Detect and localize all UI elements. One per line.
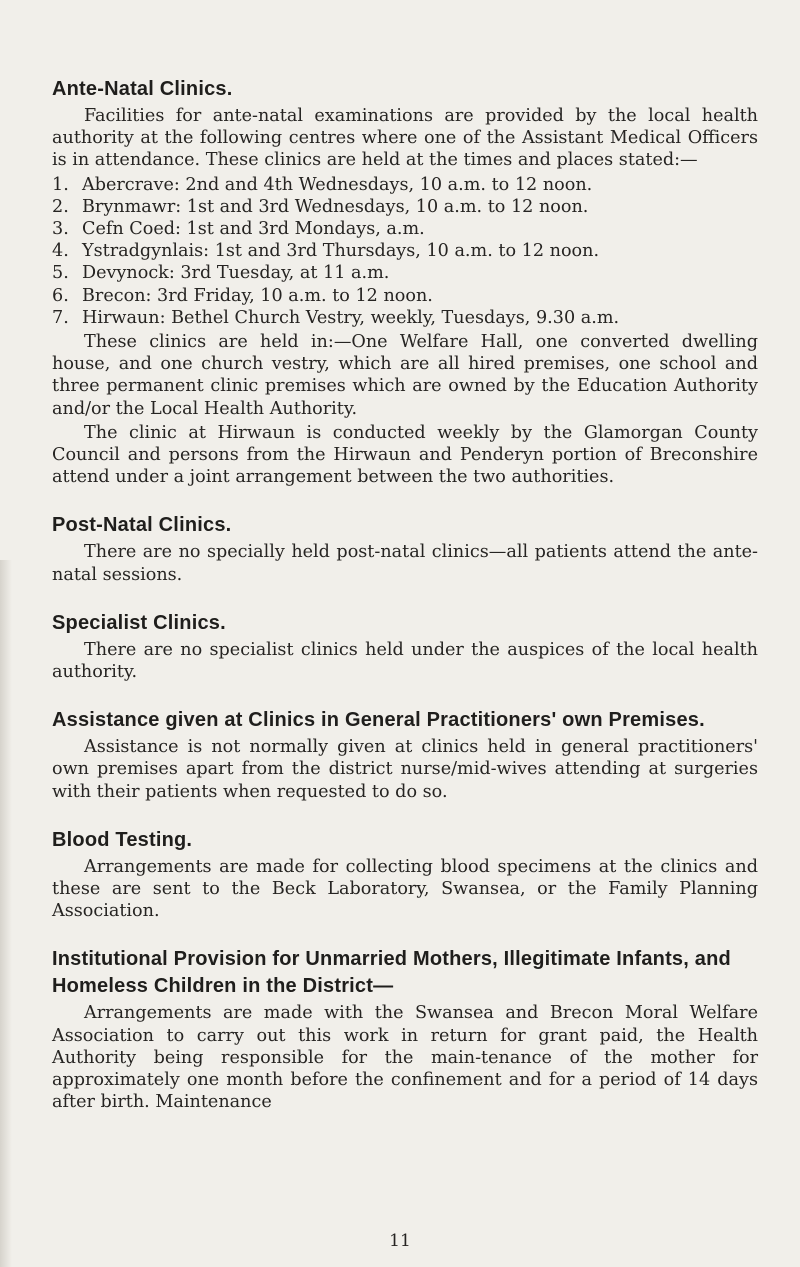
ante-natal-heading: Ante-Natal Clinics. — [52, 78, 233, 100]
blood-testing-heading: Blood Testing. — [52, 828, 193, 851]
clinic-list — [52, 174, 758, 329]
gp-premises-body: Assistance is not normally given at clinics held in general practitioners' own premises apart from the district nurse/mid-wives attending at surgeries with their patients when requested to do so. — [52, 737, 758, 802]
hirwaun-paragraph: The clinic at Hirwaun is conducted weekly by the Glamorgan County Council and persons from the Hirwaun and Penderyn portion of Breconshire attend under a joint arrangement between the two authorities. — [52, 422, 758, 488]
post-natal-heading: Post-Natal Clinics. — [52, 514, 232, 537]
blood-testing-body: Arrangements are made for collecting blood specimens at the clinics and these are sent to the Beck Laboratory, Swansea, or the Family Planning Association. — [52, 856, 758, 922]
clinic-item: 4. Ystradgynlais: 1st and 3rd Thursdays, 10 a.m. to 12 noon. — [52, 241, 600, 262]
clinic-item: 5. Devynock: 3rd Tuesday, at 11 a.m. — [52, 263, 390, 284]
post-natal-body: There are no specially held post-natal clinics—all patients attend the ante-natal sessions. — [52, 542, 758, 585]
clinic-item: 6. Brecon: 3rd Friday, 10 a.m. to 12 noon. — [52, 285, 433, 306]
text-column — [52, 76, 758, 1114]
clinic-item: 1. Abercrave: 2nd and 4th Wednesdays, 10 a.m. to 12 noon. — [52, 174, 593, 195]
institutional-body: Arrangements are made with the Swansea and Brecon Moral Welfare Association to carry out this work in return for grant paid, the Health Authority being responsible for the main-tenance of the mother for approximately one month before the confinement and for a period of 14 days after birth. Maintenance — [52, 1003, 758, 1113]
specialist-body: There are no specialist clinics held under the auspices of the local health authority. — [52, 639, 758, 683]
page-number: 11 — [389, 1231, 411, 1251]
institutional-heading: Institutional Provision for Unmarried Mothers, Illegitimate Infants, and Homeless Children in the District— — [52, 948, 731, 998]
clinic-item: 7. Hirwaun: Bethel Church Vestry, weekly, Tuesdays, 9.30 a.m. — [52, 307, 620, 328]
specialist-heading: Specialist Clinics. — [52, 611, 226, 634]
binding-shadow — [0, 560, 12, 1267]
clinic-item: 3. Cefn Coed: 1st and 3rd Mondays, a.m. — [52, 219, 425, 240]
ante-natal-intro: Facilities for ante-natal examinations are provided by the local health authority at the following centres where one of the Assistant Medical Officers is in attendance. These clinics are held at the times and places stated:— — [52, 106, 758, 171]
gp-premises-heading: Assistance given at Clinics in General Practitioners' own Premises. — [52, 709, 705, 732]
premises-paragraph: These clinics are held in:—One Welfare Hall, one converted dwelling house, and one church vestry, which are all hired premises, one school and three permanent clinic premises which are owned by the Education Authority and/or the Local Health Authority. — [52, 332, 758, 419]
clinic-item: 2. Brynmawr: 1st and 3rd Wednesdays, 10 a.m. to 12 noon. — [52, 196, 589, 217]
